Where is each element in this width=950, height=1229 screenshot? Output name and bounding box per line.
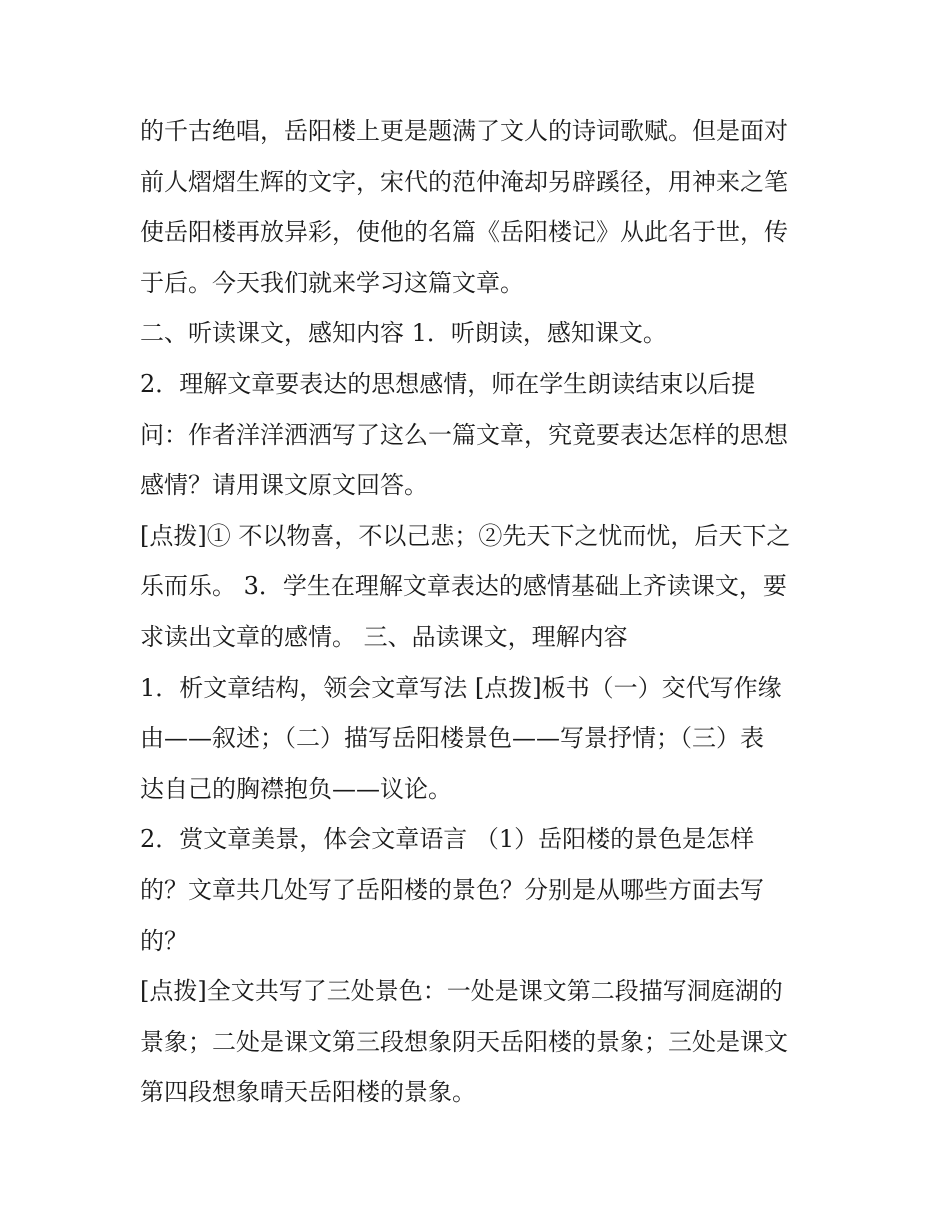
text-line: 于后。今天我们就来学习这篇文章。 [140,268,524,297]
text-line: 前人熠熠生辉的文字，宋代的范仲淹却另辟蹊径，用神来之笔 [140,167,788,196]
text-line: 达自己的胸襟抱负——议论。 [140,774,452,803]
body-text [140,106,820,1118]
text-line: 乐而乐。 3．学生在理解文章表达的感情基础上齐读课文，要 [140,572,787,601]
text-line: 的千古绝唱，岳阳楼上更是题满了文人的诗词歌赋。但是面对 [140,117,788,145]
text-line: 问：作者洋洋洒洒写了这么一篇文章，究竟要表达怎样的思想 [140,420,788,449]
text-line: [点拨]全文共写了三处景色：一处是课文第二段描写洞庭湖的 [140,977,783,1006]
text-line: 由——叙述；（二）描写岳阳楼景色——写景抒情；（三）表 [140,724,764,753]
text-line: 2．理解文章要表达的思想感情，师在学生朗读结束以后提 [140,369,756,398]
text-line: 求读出文章的感情。 三、品读课文，理解内容 [140,622,628,651]
text-line: 二、听读课文，感知内容 1．听朗读，感知课文。 [140,319,667,348]
text-line: 的？文章共几处写了岳阳楼的景色？分别是从哪些方面去写 [140,875,764,904]
text-line: 1．析文章结构，领会文章写法 [点拨]板书（一）交代写作缘 [140,673,782,702]
text-line: 2．赏文章美景，体会文章语言 （1）岳阳楼的景色是怎样 [140,825,755,854]
text-line: 第四段想象晴天岳阳楼的景象。 [140,1078,476,1107]
text-line: [点拨]① 不以物喜，不以己悲；②先天下之忧而忧，后天下之 [140,521,791,550]
text-line: 使岳阳楼再放异彩，使他的名篇《岳阳楼记》从此名于世，传 [140,218,788,247]
text-line: 景象；二处是课文第三段想象阴天岳阳楼的景象；三处是课文 [140,1027,788,1056]
text-line: 感情？请用课文原文回答。 [140,471,428,500]
text-line: 的？ [140,926,188,955]
